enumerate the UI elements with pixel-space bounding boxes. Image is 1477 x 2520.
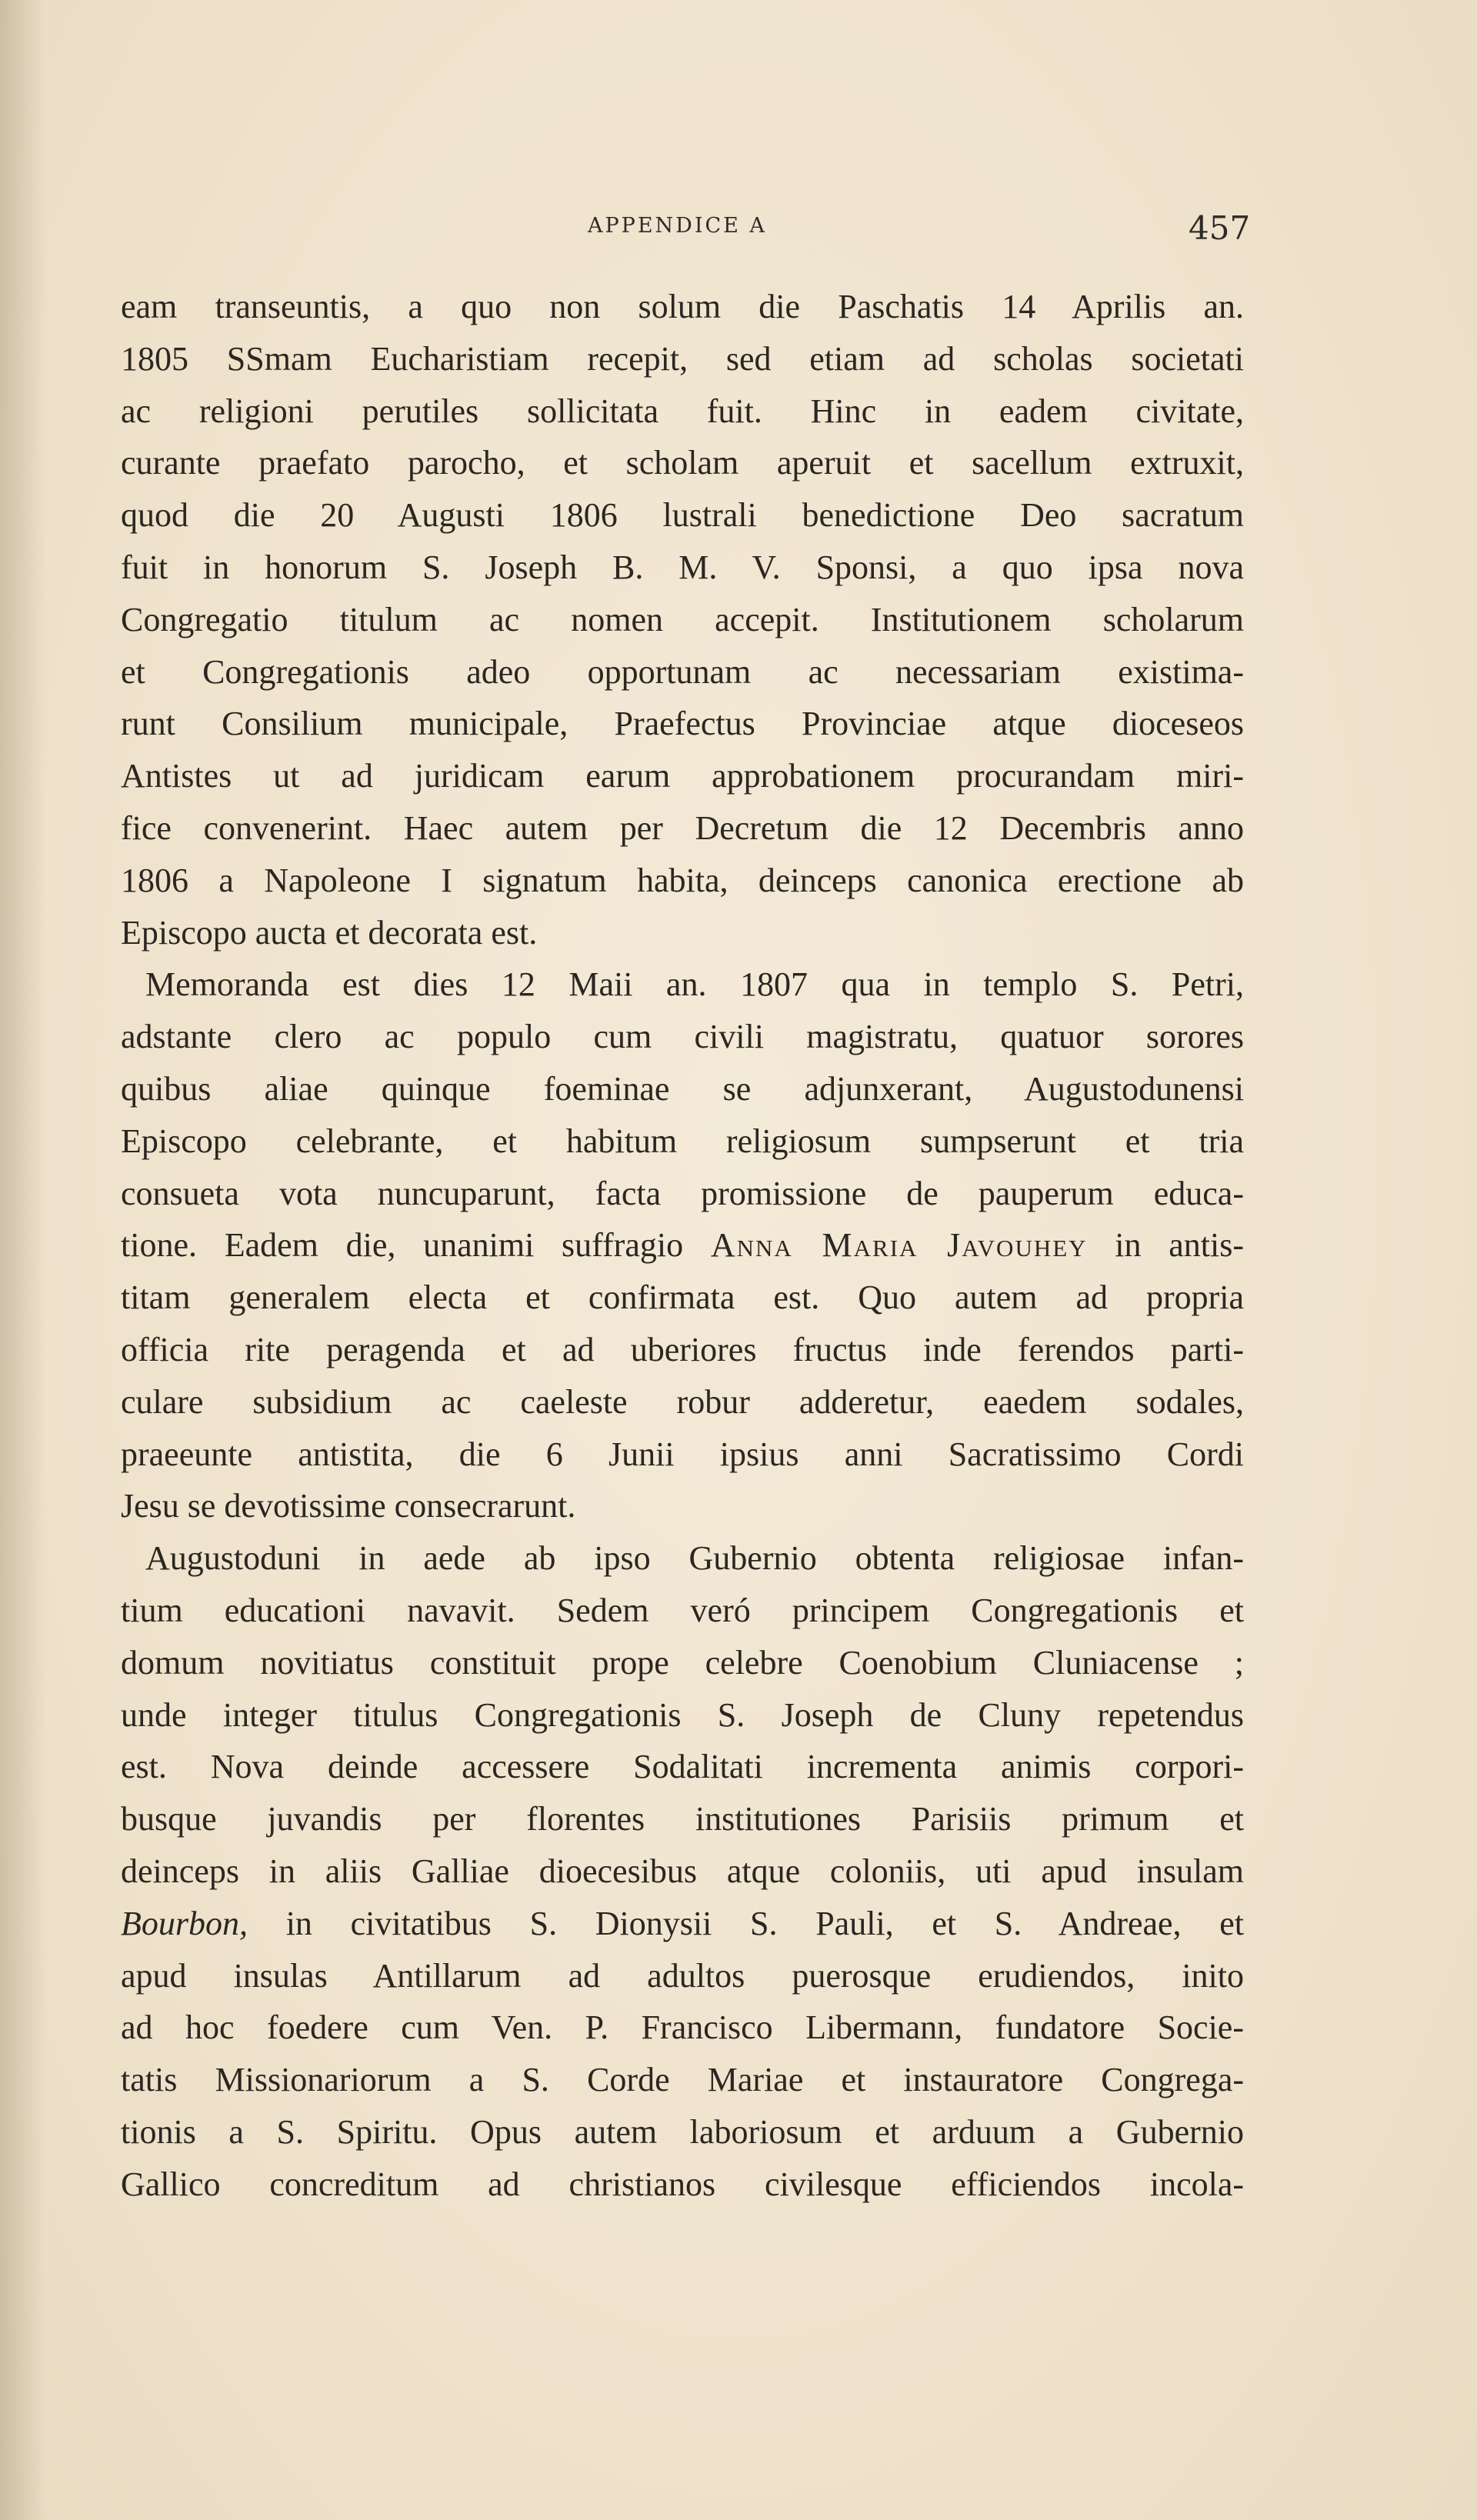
text-line: Antistes ut ad juridicam earum approbationem procurandam miri-: [121, 757, 1244, 795]
text-line: 1806 a Napoleone I signatum habita, deinceps canonica erectione ab: [121, 861, 1244, 899]
text-line: Episcopo aucta et decorata est.: [121, 913, 538, 952]
person-name: Anna Maria Javouhey: [710, 1226, 1088, 1265]
text-line: Congregatio titulum ac nomen accepit. Institutionem scholarum: [121, 600, 1244, 638]
text-line: tium educationi navavit. Sedem veró principem Congregationis et: [121, 1591, 1244, 1629]
text-line: ad hoc foedere cum Ven. P. Francisco Libermann, fundatore Socie-: [121, 2008, 1244, 2047]
text-line: Jesu se devotissime consecrarunt.: [121, 1487, 576, 1525]
body-text: [121, 281, 1244, 2210]
text-line: [121, 1898, 1244, 1950]
page-number: 457: [1189, 209, 1251, 247]
text-fragment: in civitatibus S. Dionysii S. Pauli, et S. Andreae, et: [285, 1904, 1245, 1942]
text-line: unde integer titulus Congregationis S. Joseph de Cluny repetendus: [121, 1695, 1244, 1734]
text-line: domum novitiatus constituit prope celebre Coenobium Cluniacense ;: [121, 1643, 1244, 1682]
text-line: apud insulas Antillarum ad adultos puerosque erudiendos, inito: [121, 1956, 1244, 1995]
text-line: quod die 20 Augusti 1806 lustrali benedictione Deo sacratum: [121, 496, 1244, 535]
text-line: busque juvandis per florentes institutiones Parisiis primum et: [121, 1800, 1244, 1838]
binding-shadow: [0, 0, 46, 2520]
text-line: praeeunte antistita, die 6 Junii ipsius anni Sacratissimo Cordi: [121, 1435, 1244, 1473]
text-line: eam transeuntis, a quo non solum die Paschatis 14 Aprilis an.: [121, 288, 1244, 325]
text-line: adstante clero ac populo cum civili magistratu, quatuor sorores: [121, 1018, 1244, 1056]
text-line: Episcopo celebrante, et habitum religiosum sumpserunt et tria: [121, 1122, 1244, 1160]
text-line: quibus aliae quinque foeminae se adjunxerant, Augustodunensi: [121, 1069, 1244, 1108]
text-line: Memoranda est dies 12 Maii an. 1807 qua in templo S. Petri,: [145, 965, 1244, 1004]
text-line: titam generalem electa et confirmata est. Quo autem ad propria: [121, 1278, 1244, 1317]
text-line: fice convenerint. Haec autem per Decretum die 12 Decembris anno: [121, 808, 1244, 847]
text-line: Gallico concreditum ad christianos civilesque efficiendos incola-: [121, 2165, 1244, 2203]
text-line: Augustoduni in aede ab ipso Gubernio obtenta religiosae infan-: [145, 1539, 1244, 1578]
text-line: fuit in honorum S. Joseph B. M. V. Sponsi, a quo ipsa nova: [121, 548, 1244, 586]
text-fragment: in antis-: [1115, 1226, 1245, 1265]
text-line: ac religioni perutiles sollicitata fuit. Hinc in eadem civitate,: [121, 392, 1244, 430]
running-head: [0, 209, 1477, 255]
running-head-title: APPENDICE A: [588, 214, 767, 238]
text-line: 1805 SSmam Eucharistiam recepit, sed etiam ad scholas societati: [121, 339, 1244, 378]
place-name: Bourbon,: [121, 1904, 248, 1942]
text-line: [121, 1219, 1244, 1272]
text-line: culare subsidium ac caeleste robur adderetur, eaedem sodales,: [121, 1382, 1244, 1421]
text-line: est. Nova deinde accessere Sodalitati incrementa animis corpori-: [121, 1748, 1244, 1786]
text-fragment: tione. Eadem die, unanimi suffragio: [121, 1226, 684, 1265]
text-line: officia rite peragenda et ad uberiores fructus inde ferendos parti-: [121, 1330, 1244, 1368]
text-line: et Congregationis adeo opportunam ac necessariam existima-: [121, 652, 1244, 691]
text-line: curante praefato parocho, et scholam aperuit et sacellum extruxit,: [121, 444, 1244, 482]
text-line: runt Consilium municipale, Praefectus Provinciae atque dioceseos: [121, 705, 1244, 743]
text-line: tatis Missionariorum a S. Corde Mariae et instauratore Congrega-: [121, 2061, 1244, 2099]
text-line: tionis a S. Spiritu. Opus autem laboriosum et arduum a Gubernio: [121, 2112, 1244, 2151]
text-line: deinceps in aliis Galliae dioecesibus atque coloniis, uti apud insulam: [121, 1852, 1244, 1890]
text-line: consueta vota nuncuparunt, facta promissione de pauperum educa-: [121, 1174, 1244, 1212]
